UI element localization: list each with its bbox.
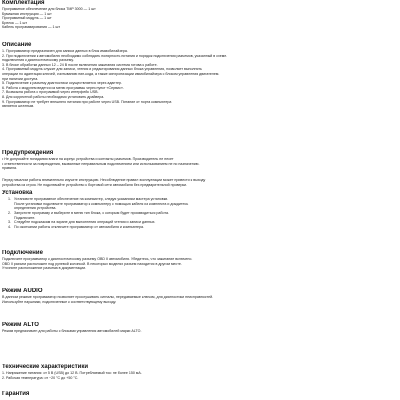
section-heading: Комплектация bbox=[2, 0, 45, 6]
text-line: Режим предназначен для работы с блоками управления автомобилей марки ALTO. bbox=[2, 329, 142, 333]
list-text: определения устройства. bbox=[14, 206, 57, 211]
text-line: при наличии доступа. bbox=[2, 76, 39, 81]
text-line: подключения к диагностическому разъему. bbox=[2, 58, 74, 63]
list-item bbox=[2, 225, 398, 230]
section-heading: Подключение bbox=[2, 250, 43, 256]
section-heading: Гарантия bbox=[2, 391, 30, 397]
section-heading: Предупреждения bbox=[2, 150, 54, 156]
text-line: Используйте наушники, подключенные к соответствующему выходу. bbox=[2, 299, 117, 304]
text-line: • Не допускайте попадания влаги на корпус устройства и контакты разъемов. Производитель не несет bbox=[2, 157, 174, 161]
list-number: 1. bbox=[8, 197, 11, 202]
section-specifications bbox=[2, 364, 398, 380]
list-number: 4. bbox=[8, 224, 11, 229]
text-line: OBD II разъем расположен под рулевой колонкой. В некоторых моделях разъем находится в другом месте. bbox=[2, 261, 182, 266]
section-audio-mode bbox=[2, 288, 398, 304]
text-line: 2. Рабочая температура: от −20 °С до +50 °С. bbox=[2, 375, 79, 380]
list-text: Запустите программу и выберите в меню тип блока, с которым будет производиться работа. bbox=[14, 210, 169, 215]
text-line: 3. В блоке обработки данных 12 – 24 В после включения зажигания система готова к работе. bbox=[2, 62, 158, 67]
section-heading: Режим AUDIO bbox=[2, 288, 43, 294]
text-line: 6. Работа с модулем ведется из меню программы через пункт «Сервис». bbox=[2, 85, 124, 90]
text-line: 7. Возможна работа с программой через интерфейс USB. bbox=[2, 90, 99, 95]
text-line: Подключите программатор к диагностическому разъему OBD II автомобиля. Убедитесь, что зажигание включено. bbox=[2, 257, 193, 261]
list-text: После установки подключите программатор к компьютеру с помощью кабеля из комплекта и дождитесь bbox=[14, 201, 189, 206]
section-warnings bbox=[2, 150, 398, 171]
text-line: Уточните расположение разъема в документации. bbox=[2, 266, 87, 271]
list-text: Установите программное обеспечение на компьютер, следуя указаниям мастера установки. bbox=[14, 197, 169, 202]
section-heading: Описание bbox=[2, 42, 32, 48]
list-text: Следуйте подсказкам на экране для выполнения операций чтения и записи данных. bbox=[14, 220, 156, 225]
text-line: Бумажная инструкция — 1 шт bbox=[2, 11, 52, 16]
text-line: Перед началом работы внимательно изучите инструкцию. Несоблюдение правил эксплуатации может привести к выходу bbox=[2, 178, 206, 182]
text-line: Кабель программирования — 1 шт bbox=[2, 25, 61, 30]
section-heading: Технические характеристики bbox=[2, 364, 89, 370]
list-number: 2. bbox=[8, 210, 11, 215]
text-line: 5. Подключение к разъему диагностики осуществляется через адаптер. bbox=[2, 81, 122, 86]
section-connection bbox=[2, 250, 398, 271]
text-line: 8. Для корректной работы необходимо установить драйвера. bbox=[2, 94, 105, 99]
text-line: устройства из строя. Не подключайте устройство к бортовой сети автомобиля без предварительной проверки. bbox=[2, 182, 188, 187]
text-line: • ответственности за повреждения, вызванные неправильным подключением или использованием не по назначению. bbox=[2, 161, 200, 166]
text-line: 1. Программатор предназначен для записи данных в блок иммобилайзера. bbox=[2, 49, 128, 53]
text-line: Брелок — 1 шт bbox=[2, 20, 28, 25]
text-line: операции по адаптации ключей, считыванию пин-кода, а также синхронизации иммобилайзера с блоком управления двигателем. bbox=[2, 71, 220, 76]
text-line: Программное обеспечение для блока TMP 3000 — 1 шт bbox=[2, 7, 96, 11]
list-text: Подключите. bbox=[14, 215, 36, 220]
section-alto-mode bbox=[2, 322, 398, 334]
text-line: является штатным. bbox=[2, 104, 35, 109]
text-line: 4. Программный модуль служит для записи, чтения и редактирования данных блока управления, позволяет выполнять bbox=[2, 67, 202, 72]
text-line: 9. Программатор не требует внешнего питания при работе через USB. Питание от порта компьютера bbox=[2, 99, 172, 104]
text-line: 2. При подключении к автомобилю необходимо соблюдать полярность питания и порядок подключения разъемов, указанный в схеме. bbox=[2, 53, 228, 58]
section-description bbox=[2, 42, 398, 109]
section-heading: Установка bbox=[2, 190, 33, 197]
text-line: 1. Напряжение питания: от 5 В (USB) до 12 В. Потребляемый ток: не более 150 мА. bbox=[2, 371, 142, 375]
list-number: 3. bbox=[8, 220, 11, 225]
section-warranty bbox=[2, 391, 398, 398]
section-installation bbox=[2, 178, 398, 229]
text-line: В данном режиме программатор позволяет прослушивать сигналы, передаваемые ключом, для диагностики неисправностей. bbox=[2, 295, 214, 299]
list-text: По окончании работы отключите программатор от автомобиля и компьютера. bbox=[14, 224, 145, 229]
text-line: Программный модуль — 1 шт bbox=[2, 16, 52, 21]
text-line: правила. bbox=[2, 166, 17, 171]
section-package bbox=[2, 0, 398, 30]
section-heading: Режим ALTO bbox=[2, 322, 39, 328]
